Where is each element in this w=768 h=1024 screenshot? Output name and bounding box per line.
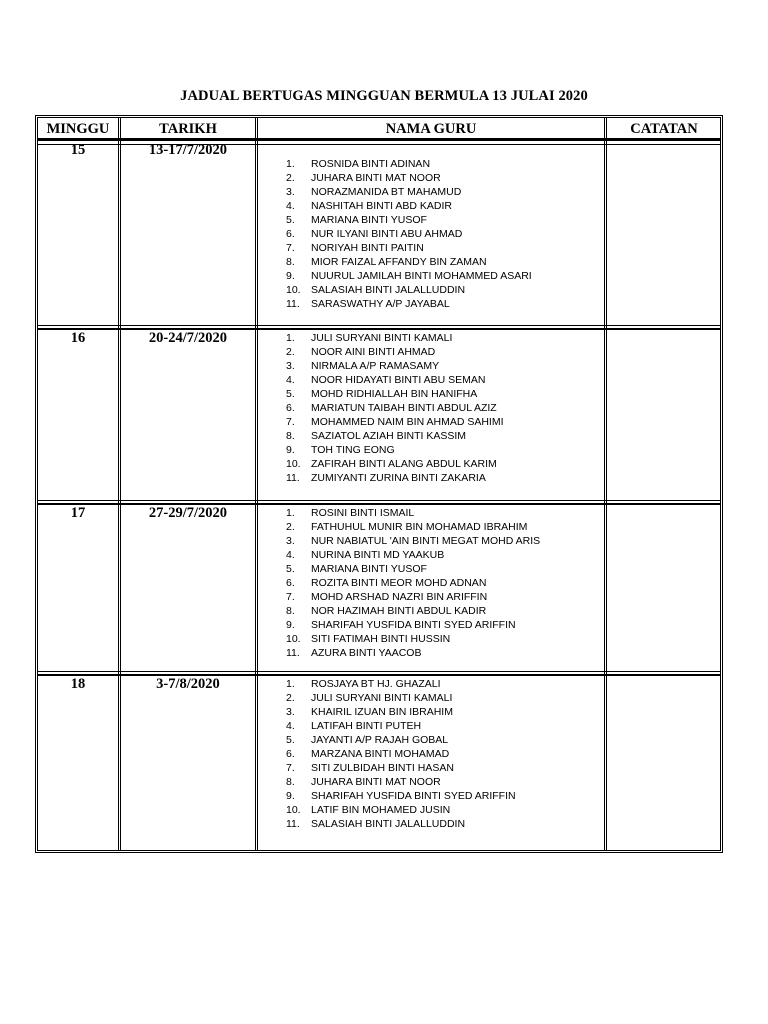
week-cell: 16 <box>70 330 86 346</box>
teacher-list-item <box>286 747 516 761</box>
teacher-list-item <box>286 269 532 283</box>
list-number: 6. <box>286 577 295 589</box>
list-number: 2. <box>286 172 295 184</box>
teacher-name: NUURUL JAMILAH BINTI MOHAMMED ASARI <box>311 270 532 282</box>
date-cell: 27-29/7/2020 <box>148 505 228 521</box>
list-number: 1. <box>286 332 295 344</box>
teacher-list-item <box>286 520 540 534</box>
teacher-list-item <box>286 534 540 548</box>
column-divider-2 <box>255 117 258 851</box>
week-cell: 17 <box>70 505 86 521</box>
teacher-list-item <box>286 157 532 171</box>
date-cell: 20-24/7/2020 <box>148 330 228 346</box>
teacher-list-item <box>286 761 516 775</box>
list-number: 1. <box>286 507 295 519</box>
list-number: 2. <box>286 692 295 704</box>
list-number: 4. <box>286 720 295 732</box>
list-number: 8. <box>286 256 295 268</box>
teacher-list-item <box>286 241 532 255</box>
teacher-name: KHAIRIL IZUAN BIN IBRAHIM <box>311 706 453 718</box>
teacher-list-item <box>286 548 540 562</box>
list-number: 7. <box>286 242 295 254</box>
list-number: 5. <box>286 214 295 226</box>
teacher-name: MARIANA BINTI YUSOF <box>311 214 427 226</box>
teacher-list-item <box>286 373 504 387</box>
teacher-list-item <box>286 506 540 520</box>
teacher-name: NORIYAH BINTI PAITIN <box>311 242 424 254</box>
teacher-list-item <box>286 719 516 733</box>
teacher-name: MOHAMMED NAIM BIN AHMAD SAHIMI <box>311 416 504 428</box>
list-number: 7. <box>286 762 295 774</box>
teacher-name: ROZITA BINTI MEOR MOHD ADNAN <box>311 577 487 589</box>
teacher-list-item <box>286 345 504 359</box>
list-number: 10. <box>286 804 301 816</box>
teacher-name: SALASIAH BINTI JALALLUDDIN <box>311 284 466 296</box>
header-minggu: MINGGU <box>46 121 110 137</box>
list-number: 7. <box>286 591 295 603</box>
list-number: 8. <box>286 605 295 617</box>
teacher-name: NIRMALA A/P RAMASAMY <box>311 360 440 372</box>
list-number: 11. <box>286 298 300 310</box>
teacher-name: MIOR FAIZAL AFFANDY BIN ZAMAN <box>311 256 487 268</box>
list-number: 3. <box>286 706 295 718</box>
teacher-list-item <box>286 576 540 590</box>
teacher-name: ROSJAYA BT HJ. GHAZALI <box>311 678 441 690</box>
list-number: 9. <box>286 444 295 456</box>
list-number: 1. <box>286 678 295 690</box>
list-number: 3. <box>286 360 295 372</box>
teacher-name: SALASIAH BINTI JALALLUDDIN <box>311 818 466 830</box>
header-nama-guru: NAMA GURU <box>385 121 477 137</box>
teacher-name: NASHITAH BINTI ABD KADIR <box>311 200 452 212</box>
list-number: 5. <box>286 388 295 400</box>
date-cell: 13-17/7/2020 <box>148 142 228 158</box>
teacher-name: LATIFAH BINTI PUTEH <box>311 720 422 732</box>
teacher-list-item <box>286 733 516 747</box>
list-number: 10. <box>286 284 301 296</box>
header-catatan: CATATAN <box>630 121 698 137</box>
teacher-name: NUR NABIATUL 'AIN BINTI MEGAT MOHD ARIS <box>311 535 541 547</box>
teacher-name: SHARIFAH YUSFIDA BINTI SYED ARIFFIN <box>311 619 516 631</box>
week-cell: 15 <box>70 142 86 158</box>
teacher-list-item <box>286 297 532 311</box>
list-number: 4. <box>286 374 295 386</box>
teacher-list <box>286 331 504 485</box>
teacher-name: MARZANA BINTI MOHAMAD <box>311 748 450 760</box>
teacher-name: NURINA BINTI MD YAAKUB <box>311 549 445 561</box>
teacher-list-item <box>286 443 504 457</box>
list-number: 3. <box>286 535 295 547</box>
teacher-list-item <box>286 646 540 660</box>
teacher-list-item <box>286 415 504 429</box>
teacher-name: SITI ZULBIDAH BINTI HASAN <box>311 762 454 774</box>
teacher-name: MOHD ARSHAD NAZRI BIN ARIFFIN <box>311 591 488 603</box>
document-title: JADUAL BERTUGAS MINGGUAN BERMULA 13 JULAI 2020 <box>180 88 588 104</box>
teacher-list-item <box>286 775 516 789</box>
column-divider-3 <box>604 117 607 851</box>
teacher-list-item <box>286 471 504 485</box>
teacher-name: ZAFIRAH BINTI ALANG ABDUL KARIM <box>311 458 497 470</box>
teacher-list-item <box>286 562 540 576</box>
list-number: 11. <box>286 818 300 830</box>
teacher-list <box>286 506 540 660</box>
date-cell: 3-7/8/2020 <box>156 676 220 692</box>
teacher-list-item <box>286 677 516 691</box>
teacher-name: JULI SURYANI BINTI KAMALI <box>311 332 453 344</box>
header-tarikh: TARIKH <box>159 121 217 137</box>
teacher-list-item <box>286 429 504 443</box>
teacher-list-item <box>286 213 532 227</box>
teacher-list-item <box>286 401 504 415</box>
teacher-name: NORAZMANIDA BT MAHAMUD <box>311 186 462 198</box>
teacher-list-item <box>286 803 516 817</box>
list-number: 7. <box>286 416 295 428</box>
teacher-list <box>286 157 532 311</box>
teacher-list-item <box>286 199 532 213</box>
list-number: 5. <box>286 734 295 746</box>
teacher-list-item <box>286 691 516 705</box>
teacher-name: ROSNIDA BINTI ADINAN <box>311 158 431 170</box>
teacher-name: SHARIFAH YUSFIDA BINTI SYED ARIFFIN <box>311 790 516 802</box>
list-number: 8. <box>286 430 295 442</box>
teacher-list-item <box>286 283 532 297</box>
teacher-list-item <box>286 789 516 803</box>
teacher-name: NOOR AINI BINTI AHMAD <box>311 346 436 358</box>
teacher-list-item <box>286 632 540 646</box>
teacher-name: SARASWATHY A/P JAYABAL <box>311 298 450 310</box>
list-number: 6. <box>286 402 295 414</box>
teacher-name: AZURA BINTI YAACOB <box>311 647 422 659</box>
teacher-name: NUR ILYANI BINTI ABU AHMAD <box>311 228 463 240</box>
list-number: 2. <box>286 521 295 533</box>
teacher-name: FATHUHUL MUNIR BIN MOHAMAD IBRAHIM <box>311 521 528 533</box>
list-number: 1. <box>286 158 295 170</box>
teacher-name: JUHARA BINTI MAT NOOR <box>311 776 441 788</box>
teacher-list-item <box>286 171 532 185</box>
list-number: 11. <box>286 472 300 484</box>
teacher-list-item <box>286 817 516 831</box>
list-number: 6. <box>286 748 295 760</box>
teacher-name: JUHARA BINTI MAT NOOR <box>311 172 441 184</box>
list-number: 6. <box>286 228 295 240</box>
list-number: 5. <box>286 563 295 575</box>
list-number: 3. <box>286 186 295 198</box>
teacher-name: NOR HAZIMAH BINTI ABDUL KADIR <box>311 605 487 617</box>
column-divider-1 <box>118 117 121 851</box>
teacher-list-item <box>286 590 540 604</box>
teacher-list-item <box>286 457 504 471</box>
teacher-list-item <box>286 331 504 345</box>
teacher-name: JULI SURYANI BINTI KAMALI <box>311 692 453 704</box>
list-number: 4. <box>286 549 295 561</box>
teacher-name: MARIANA BINTI YUSOF <box>311 563 427 575</box>
teacher-list-item <box>286 618 540 632</box>
teacher-name: SAZIATOL AZIAH BINTI KASSIM <box>311 430 467 442</box>
teacher-list-item <box>286 604 540 618</box>
teacher-list-item <box>286 359 504 373</box>
teacher-name: LATIF BIN MOHAMED JUSIN <box>311 804 451 816</box>
teacher-list-item <box>286 255 532 269</box>
teacher-name: ROSINI BINTI ISMAIL <box>311 507 415 519</box>
teacher-list-item <box>286 185 532 199</box>
teacher-name: TOH TING EONG <box>311 444 395 456</box>
teacher-name: MARIATUN TAIBAH BINTI ABDUL AZIZ <box>311 402 497 414</box>
list-number: 4. <box>286 200 295 212</box>
teacher-list <box>286 677 516 831</box>
list-number: 10. <box>286 633 301 645</box>
list-number: 9. <box>286 790 295 802</box>
list-number: 9. <box>286 619 295 631</box>
teacher-name: MOHD RIDHIALLAH BIN HANIFHA <box>311 388 478 400</box>
list-number: 11. <box>286 647 300 659</box>
list-number: 10. <box>286 458 301 470</box>
list-number: 2. <box>286 346 295 358</box>
week-cell: 18 <box>70 676 86 692</box>
list-number: 8. <box>286 776 295 788</box>
teacher-list-item <box>286 705 516 719</box>
teacher-name: JAYANTI A/P RAJAH GOBAL <box>311 734 449 746</box>
teacher-name: SITI FATIMAH BINTI HUSSIN <box>311 633 451 645</box>
teacher-name: NOOR HIDAYATI BINTI ABU SEMAN <box>311 374 486 386</box>
list-number: 9. <box>286 270 295 282</box>
teacher-list-item <box>286 227 532 241</box>
teacher-list-item <box>286 387 504 401</box>
teacher-name: ZUMIYANTI ZURINA BINTI ZAKARIA <box>311 472 486 484</box>
